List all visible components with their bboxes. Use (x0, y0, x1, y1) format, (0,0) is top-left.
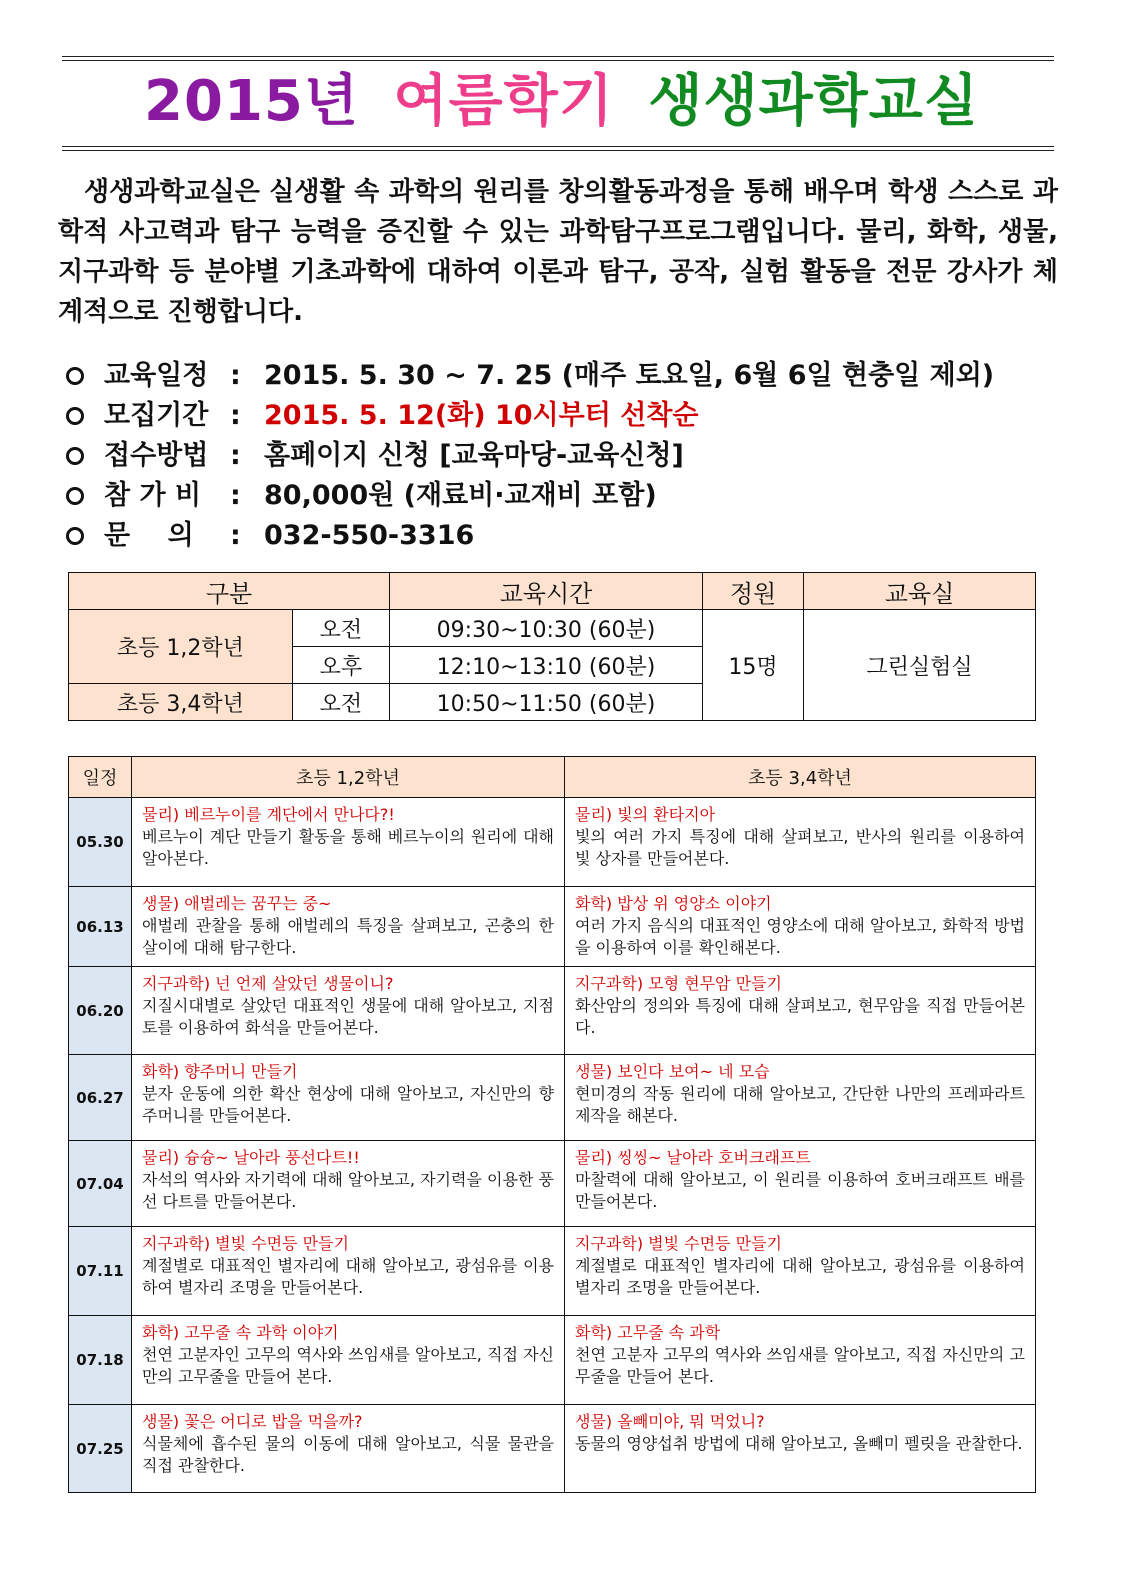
program-cell (132, 967, 565, 1055)
info-separator: : (230, 400, 241, 431)
group-cell: 초등 3,4학년 (69, 684, 293, 721)
schedule-row (69, 1227, 1036, 1316)
circle-bullet-icon (66, 487, 84, 505)
class-time-table (68, 572, 1036, 721)
program-cell (565, 1316, 1036, 1405)
title-name: 생생과학교실 (648, 69, 979, 134)
schedule-row (69, 967, 1036, 1055)
title-year: 2015년 (144, 69, 359, 134)
info-separator: : (230, 440, 241, 471)
title-term: 여름학기 (393, 69, 614, 134)
info-separator: : (230, 520, 241, 551)
program-desc: 마찰력에 대해 알아보고, 이 원리를 이용하여 호버크래프트 배를 만들어본다. (575, 1170, 1025, 1211)
circle-bullet-icon (66, 407, 84, 425)
schedule-header-row (69, 757, 1036, 798)
program-desc: 동물의 영양섭취 방법에 대해 알아보고, 올빼미 펠릿을 관찰한다. (575, 1434, 1023, 1453)
info-list (62, 356, 1062, 556)
program-cell (565, 1055, 1036, 1141)
info-item-fee (62, 476, 1062, 516)
program-title: 화학) 밥상 위 영양소 이야기 (575, 894, 772, 913)
program-desc: 현미경의 작동 원리에 대해 알아보고, 간단한 나만의 프레파라트 제작을 해본다. (575, 1084, 1025, 1125)
schedule-row (69, 1141, 1036, 1227)
info-item-schedule (62, 356, 1062, 396)
info-label: 참 가 비 (104, 480, 202, 511)
program-desc: 계절별로 대표적인 별자리에 대해 알아보고, 광섬유를 이용하여 별자리 조명을 만들어본다. (575, 1256, 1025, 1297)
date-cell: 06.13 (69, 887, 132, 967)
table-row (69, 610, 1036, 647)
header-room: 교육실 (804, 573, 1036, 610)
schedule-row (69, 887, 1036, 967)
info-value: 032-550-3316 (264, 520, 475, 551)
program-desc: 천연 고분자인 고무의 역사와 쓰임새를 알아보고, 직접 자신만의 고무줄을 만들어 본다. (142, 1345, 554, 1386)
schedule-row (69, 1316, 1036, 1405)
date-cell: 07.04 (69, 1141, 132, 1227)
top-rule-2 (62, 60, 1054, 61)
program-title: 물리) 슝슝~ 날아라 풍선다트!! (142, 1148, 360, 1167)
program-title: 물리) 베르누이를 계단에서 만나다?! (142, 805, 395, 824)
program-title: 지구과학) 별빛 수면등 만들기 (575, 1234, 782, 1253)
program-title: 지구과학) 별빛 수면등 만들기 (142, 1234, 349, 1253)
program-cell (132, 1055, 565, 1141)
program-cell (565, 887, 1036, 967)
program-title: 생물) 올빼미야, 뭐 먹었니? (575, 1412, 765, 1431)
program-cell (565, 798, 1036, 887)
program-desc: 베르누이 계단 만들기 활동을 통해 베르누이의 원리에 대해 알아본다. (142, 827, 554, 868)
program-desc: 여러 가지 음식의 대표적인 영양소에 대해 알아보고, 화학적 방법을 이용하여 이를 확인해본다. (575, 916, 1025, 957)
info-label: 교육일정 (104, 360, 209, 391)
info-label: 문 의 (104, 520, 194, 551)
program-desc: 지질시대별로 살았던 대표적인 생물에 대해 알아보고, 지점토를 이용하여 화석을 만들어본다. (142, 996, 554, 1037)
date-cell: 05.30 (69, 798, 132, 887)
program-cell (565, 1405, 1036, 1493)
time-cell: 09:30~10:30 (60분) (390, 610, 703, 647)
program-title: 지구과학) 넌 언제 살았던 생물이니? (142, 974, 394, 993)
bottom-rule-2 (62, 150, 1054, 151)
program-cell (132, 1405, 565, 1493)
date-cell: 07.25 (69, 1405, 132, 1493)
header-capacity: 정원 (703, 573, 804, 610)
info-value-highlight: 2015. 5. 12(화) 10시부터 선착순 (264, 400, 699, 431)
program-title: 물리) 씽씽~ 날아라 호버크래프트 (575, 1148, 811, 1167)
time-cell: 10:50~11:50 (60분) (390, 684, 703, 721)
info-item-apply (62, 436, 1062, 476)
date-cell: 06.20 (69, 967, 132, 1055)
group-cell: 초등 1,2학년 (69, 610, 293, 684)
page-title (0, 62, 1123, 142)
info-separator: : (230, 480, 241, 511)
header-date: 일정 (69, 757, 132, 798)
program-cell (132, 1316, 565, 1405)
program-title: 화학) 고무줄 속 과학 이야기 (142, 1323, 339, 1342)
program-title: 화학) 고무줄 속 과학 (575, 1323, 721, 1342)
program-title: 지구과학) 모형 현무암 만들기 (575, 974, 782, 993)
info-item-contact (62, 516, 1062, 556)
program-cell (565, 1141, 1036, 1227)
schedule-row (69, 1055, 1036, 1141)
info-label: 모집기간 (104, 400, 209, 431)
circle-bullet-icon (66, 447, 84, 465)
program-cell (565, 1227, 1036, 1316)
circle-bullet-icon (66, 367, 84, 385)
session-cell: 오전 (292, 684, 389, 721)
date-cell: 07.11 (69, 1227, 132, 1316)
schedule-row (69, 1405, 1036, 1493)
program-desc: 천연 고분자 고무의 역사와 쓰임새를 알아보고, 직접 자신만의 고무줄을 만들어 본다. (575, 1345, 1025, 1386)
info-separator: : (230, 360, 241, 391)
table-header-row (69, 573, 1036, 610)
program-desc: 분자 운동에 의한 확산 현상에 대해 알아보고, 자신만의 향주머니를 만들어본다. (142, 1084, 554, 1125)
info-value: 80,000원 (재료비·교재비 포함) (264, 480, 657, 511)
program-title: 생물) 꽃은 어디로 밥을 먹을까? (142, 1412, 363, 1431)
time-cell: 12:10~13:10 (60분) (390, 647, 703, 684)
program-title: 물리) 빛의 환타지아 (575, 805, 716, 824)
program-cell (565, 967, 1036, 1055)
intro-paragraph: 생생과학교실은 실생활 속 과학의 원리를 창의활동과정을 통해 배우며 학생 스스로 과학적 사고력과 탐구 능력을 증진할 수 있는 과학탐구프로그램입니다. 물리, 화학, 생물, 지구과학 등 분야별 기초과학에 대하여 이론과 탐구, 공작, 실험 활동을 전문 강사가 체계적으로 진행합니다. (58, 177, 1058, 327)
program-cell (132, 1141, 565, 1227)
program-desc: 빛의 여러 가지 특징에 대해 살펴보고, 반사의 원리를 이용하여 빛 상자를 만들어본다. (575, 827, 1025, 868)
program-desc: 계절별로 대표적인 별자리에 대해 알아보고, 광섬유를 이용하여 별자리 조명을 만들어본다. (142, 1256, 554, 1297)
info-item-recruit (62, 396, 1062, 436)
schedule-table (68, 756, 1036, 1493)
session-cell: 오후 (292, 647, 389, 684)
capacity-cell: 15명 (703, 610, 804, 721)
bottom-rule (62, 146, 1054, 147)
program-title: 생물) 애벌레는 꿈꾸는 중~ (142, 894, 332, 913)
program-cell (132, 1227, 565, 1316)
program-cell (132, 887, 565, 967)
program-cell (132, 798, 565, 887)
circle-bullet-icon (66, 527, 84, 545)
program-desc: 화산암의 정의와 특징에 대해 살펴보고, 현무암을 직접 만들어본다. (575, 996, 1025, 1037)
session-cell: 오전 (292, 610, 389, 647)
date-cell: 06.27 (69, 1055, 132, 1141)
info-value: 홈페이지 신청 [교육마당-교육신청] (264, 440, 684, 471)
info-value: 2015. 5. 30 ~ 7. 25 (매주 토요일, 6월 6일 현충일 제외) (264, 360, 995, 391)
info-label: 접수방법 (104, 440, 209, 471)
top-rule (62, 56, 1054, 57)
program-title: 화학) 향주머니 만들기 (142, 1062, 298, 1081)
room-cell: 그린실험실 (804, 610, 1036, 721)
header-time: 교육시간 (390, 573, 703, 610)
schedule-row (69, 798, 1036, 887)
header-grade-34: 초등 3,4학년 (565, 757, 1036, 798)
program-desc: 애벌레 관찰을 통해 애벌레의 특징을 살펴보고, 곤충의 한 살이에 대해 탐구한다. (142, 916, 554, 957)
program-desc: 자석의 역사와 자기력에 대해 알아보고, 자기력을 이용한 풍선 다트를 만들어본다. (142, 1170, 554, 1211)
program-desc: 식물체에 흡수된 물의 이동에 대해 알아보고, 식물 물관을 직접 관찰한다. (142, 1434, 554, 1475)
header-division: 구분 (69, 573, 390, 610)
header-grade-12: 초등 1,2학년 (132, 757, 565, 798)
program-title: 생물) 보인다 보여~ 네 모습 (575, 1062, 770, 1081)
date-cell: 07.18 (69, 1316, 132, 1405)
